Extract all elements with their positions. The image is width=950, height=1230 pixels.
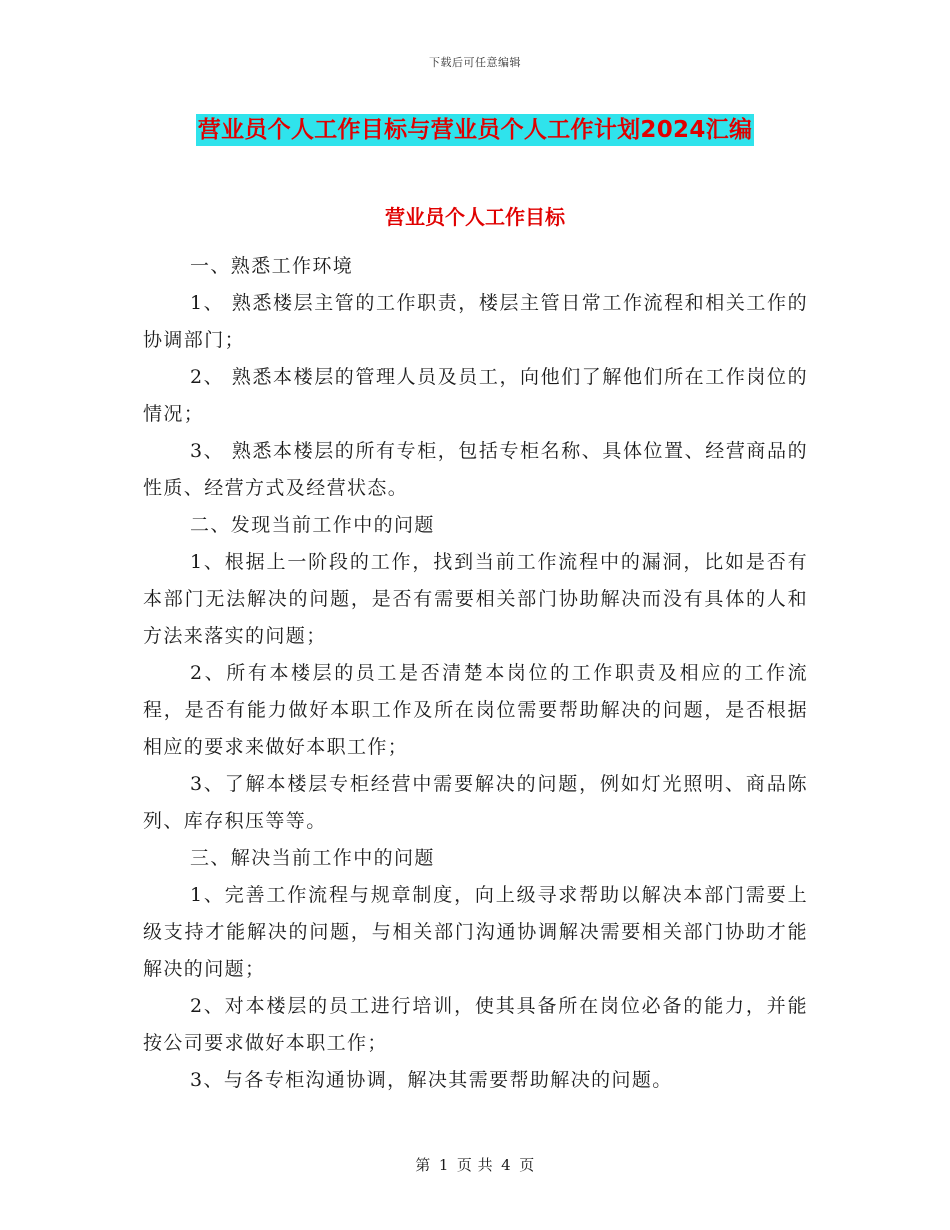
section-title: 营业员个人工作目标 bbox=[385, 205, 565, 229]
main-title-container bbox=[0, 114, 950, 146]
list-item: 2、 熟悉本楼层的管理人员及员工，向他们了解他们所在工作岗位的情况； bbox=[143, 366, 808, 425]
list-item: 1、 熟悉楼层主管的工作职责，楼层主管日常工作流程和相关工作的协调部门； bbox=[143, 292, 808, 351]
main-title: 营业员个人工作目标与营业员个人工作计划2024汇编 bbox=[196, 114, 755, 146]
list-item: 2、所有本楼层的员工是否清楚本岗位的工作职责及相应的工作流程，是否有能力做好本职工作及所在岗位需要帮助解决的问题，是否根据相应的要求来做好本职工作； bbox=[143, 662, 808, 758]
list-item: 3、与各专柜沟通协调，解决其需要帮助解决的问题。 bbox=[190, 1069, 673, 1091]
header-note: 下载后可任意编辑 bbox=[429, 56, 521, 69]
list-item: 1、完善工作流程与规章制度，向上级寻求帮助以解决本部门需要上级支持才能解决的问题，与相关部门沟通协调解决需要相关部门协助才能解决的问题； bbox=[143, 884, 808, 980]
document-body bbox=[143, 248, 808, 1099]
page-footer bbox=[0, 1154, 950, 1175]
list-item: 1、根据上一阶段的工作，找到当前工作流程中的漏洞，比如是否有本部门无法解决的问题，是否有需要相关部门协助解决而没有具体的人和方法来落实的问题； bbox=[143, 551, 808, 647]
footer-middle: 页 共 bbox=[456, 1156, 494, 1174]
heading-2: 二、发现当前工作中的问题 bbox=[190, 514, 435, 536]
footer-prefix: 第 bbox=[415, 1156, 431, 1174]
total-pages-number: 4 bbox=[501, 1156, 512, 1174]
heading-1: 一、熟悉工作环境 bbox=[190, 255, 354, 277]
heading-3: 三、解决当前工作中的问题 bbox=[190, 847, 435, 869]
list-item: 2、对本楼层的员工进行培训，使其具备所在岗位必备的能力，并能按公司要求做好本职工作； bbox=[143, 995, 808, 1054]
list-item: 3、 熟悉本楼层的所有专柜，包括专柜名称、具体位置、经营商品的性质、经营方式及经营状态。 bbox=[143, 440, 808, 499]
current-page-number: 1 bbox=[438, 1156, 449, 1174]
list-item: 3、了解本楼层专柜经营中需要解决的问题，例如灯光照明、商品陈列、库存积压等等。 bbox=[143, 773, 808, 832]
footer-suffix: 页 bbox=[519, 1156, 535, 1174]
